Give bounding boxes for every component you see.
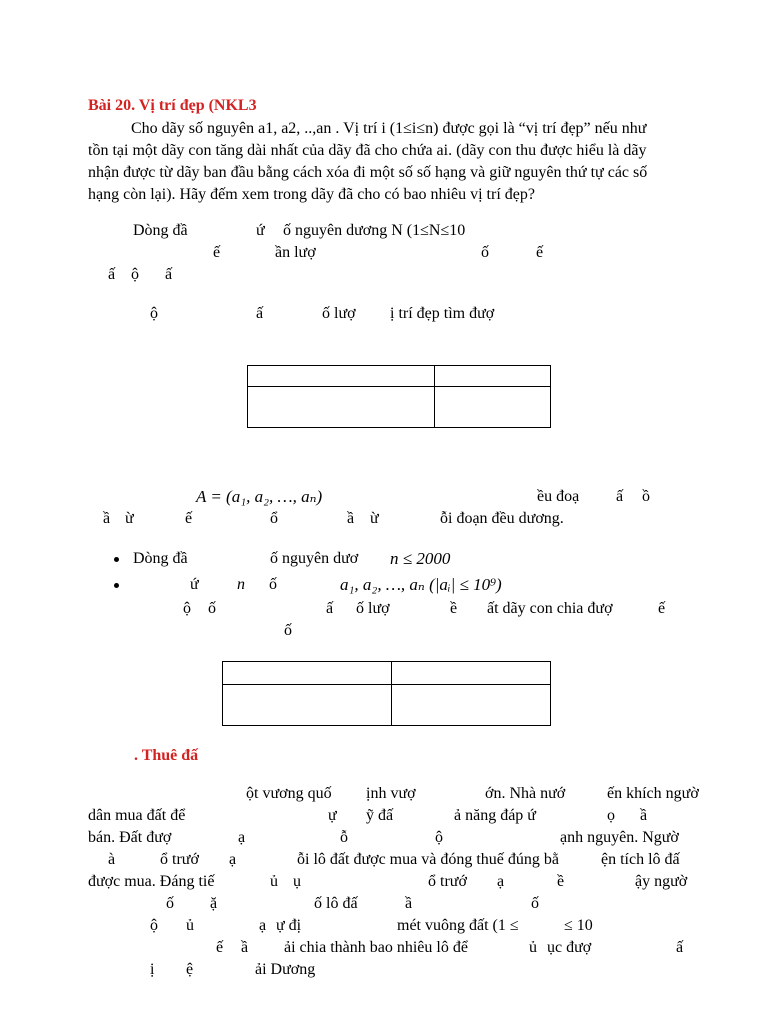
sequence-formula: A = (a₁, a₂, …, aₙ) bbox=[196, 487, 323, 506]
text-frag: ộ bbox=[150, 917, 158, 934]
text-frag: ạ bbox=[229, 851, 237, 868]
bullet-1-text: Dòng đầ bbox=[133, 550, 188, 567]
text-frag: ầ bbox=[640, 807, 648, 824]
text-frag: ện tích lô đấ bbox=[601, 851, 680, 868]
text-frag: ỗ bbox=[340, 829, 348, 846]
text-frag: ừ bbox=[125, 510, 134, 527]
text-frag: ủ bbox=[186, 917, 194, 934]
input-frag: ần lượ bbox=[275, 244, 316, 261]
table-cell bbox=[392, 685, 551, 726]
text-frag: mét vuông đất (1 ≤ bbox=[397, 917, 519, 934]
text-frag: ụ bbox=[293, 873, 301, 890]
problem-20-line-4: hạng còn lại). Hãy đếm xem trong dãy đã cho có bao nhiêu vị trí đẹp? bbox=[88, 186, 535, 203]
bullet-dot bbox=[114, 557, 119, 562]
output-frag: ố bbox=[208, 600, 216, 617]
text-frag: ≤ 10 bbox=[564, 917, 593, 934]
input-frag: ế bbox=[213, 244, 221, 261]
input-frag: ế bbox=[536, 244, 544, 261]
text-frag: ổ trướ bbox=[428, 873, 467, 890]
input-frag: Dòng đầ bbox=[133, 222, 188, 239]
text-frag: ị bbox=[150, 961, 155, 978]
text-frag: ải Dương bbox=[255, 961, 316, 978]
text-frag: ỹ đấ bbox=[366, 807, 394, 824]
text-frag: ấ bbox=[616, 488, 624, 505]
text-frag: ột vương quố bbox=[246, 785, 332, 802]
problem-20-line-1: Cho dãy số nguyên a1, a2, ..,an . Vị trí i (1≤i≤n) được gọi là “vị trí đẹp” nếu như bbox=[131, 120, 647, 137]
text-frag: ạnh nguyên. Ngườ bbox=[560, 829, 679, 846]
example-table-1 bbox=[247, 365, 551, 428]
text-frag: ạ bbox=[238, 829, 246, 846]
bullet-1-text: ố nguyên dươ bbox=[270, 550, 359, 567]
text-frag: ệ bbox=[186, 961, 194, 978]
text-frag: dân mua đất để bbox=[88, 807, 186, 824]
output-frag: ế bbox=[658, 600, 666, 617]
output-frag: ố lượ bbox=[322, 305, 356, 322]
bullet-2-text: n bbox=[237, 576, 245, 593]
problem-22-title: . Thuê đấ bbox=[134, 747, 199, 764]
text-frag: ố bbox=[166, 895, 174, 912]
text-frag: ự đị bbox=[276, 917, 302, 934]
text-frag: ừ bbox=[370, 510, 379, 527]
text-frag: ồ bbox=[642, 488, 650, 505]
text-frag: bán. Đất đượ bbox=[88, 829, 172, 846]
text-frag: ều đoạ bbox=[537, 488, 580, 505]
text-frag: ầ bbox=[241, 939, 249, 956]
input-frag: ấ bbox=[108, 266, 116, 283]
text-frag: ỗi lô đất được mua và đóng thuế đúng bằ bbox=[297, 851, 559, 868]
text-frag: ế bbox=[216, 939, 224, 956]
table-cell bbox=[248, 387, 435, 428]
text-frag: ổ bbox=[270, 510, 278, 527]
text-frag: ề bbox=[557, 873, 565, 890]
problem-20-line-3: nhận được từ dãy ban đầu bằng cách xóa đi một số số hạng và giữ nguyên thứ tự các số bbox=[88, 164, 648, 181]
text-frag: ả năng đáp ứ bbox=[454, 807, 536, 824]
text-frag: ỗi đoạn đều dương. bbox=[440, 510, 564, 527]
table-cell bbox=[223, 685, 392, 726]
bullet-2-text: ứ bbox=[190, 576, 199, 593]
output-frag: ố lượ bbox=[356, 600, 390, 617]
output-frag: ị trí đẹp tìm đượ bbox=[390, 305, 495, 322]
table-cell bbox=[223, 662, 392, 685]
text-frag: ủ bbox=[529, 939, 537, 956]
text-frag: ầ bbox=[347, 510, 355, 527]
text-frag: ầ bbox=[405, 895, 413, 912]
text-frag: ầ bbox=[103, 510, 111, 527]
problem-20-title: Bài 20. Vị trí đẹp (NKL3 bbox=[88, 97, 257, 114]
input-frag: ố bbox=[481, 244, 489, 261]
text-frag: ế bbox=[185, 510, 193, 527]
text-frag: ục đượ bbox=[547, 939, 592, 956]
table-cell bbox=[392, 662, 551, 685]
input-frag: ứ bbox=[256, 222, 265, 239]
text-frag: ự bbox=[328, 807, 337, 824]
text-frag: ặ bbox=[210, 895, 218, 912]
text-frag: ố bbox=[531, 895, 539, 912]
text-frag: ịnh vượ bbox=[366, 785, 416, 802]
table-cell bbox=[435, 366, 551, 387]
bullet-1-math: n ≤ 2000 bbox=[390, 549, 451, 568]
text-frag: ộ bbox=[435, 829, 443, 846]
output-frag: ộ bbox=[150, 305, 158, 322]
example-table-2 bbox=[222, 661, 551, 726]
output-frag: ộ bbox=[183, 600, 191, 617]
bullet-2-text: ố bbox=[269, 576, 277, 593]
text-frag: ạ bbox=[259, 917, 267, 934]
text-frag: ạ bbox=[497, 873, 505, 890]
input-frag: ố nguyên dương N (1≤N≤10 bbox=[283, 222, 466, 239]
text-frag: à bbox=[108, 851, 116, 868]
table-cell bbox=[435, 387, 551, 428]
text-frag: ố lô đấ bbox=[314, 895, 358, 912]
text-frag: ủ bbox=[270, 873, 278, 890]
input-frag: ấ bbox=[165, 266, 173, 283]
text-frag: ớn. Nhà nướ bbox=[485, 785, 566, 802]
bullet-2-math: a₁, a₂, …, aₙ (|aᵢ| ≤ 10⁹) bbox=[340, 575, 502, 594]
problem-20-line-2: tồn tại một dãy con tăng dài nhất của dãy đã cho chứa ai. (dãy con thu được hiểu là dãy bbox=[88, 142, 647, 159]
bullet-dot bbox=[114, 583, 119, 588]
text-frag: ấ bbox=[676, 939, 684, 956]
output-frag: ấ bbox=[256, 305, 264, 322]
text-frag: ải chia thành bao nhiêu lô để bbox=[284, 939, 468, 956]
text-frag: ổ trướ bbox=[160, 851, 199, 868]
output-frag: ố bbox=[284, 622, 292, 639]
table-cell bbox=[248, 366, 435, 387]
text-frag: ọ bbox=[607, 807, 615, 824]
output-frag: ất dãy con chia đượ bbox=[487, 600, 613, 617]
input-frag: ộ bbox=[131, 266, 139, 283]
text-frag: được mua. Đáng tiế bbox=[88, 873, 215, 890]
text-frag: ậy ngườ bbox=[635, 873, 688, 890]
output-frag: ấ bbox=[326, 600, 334, 617]
text-frag: ến khích ngườ bbox=[607, 785, 699, 802]
output-frag: ề bbox=[450, 600, 458, 617]
